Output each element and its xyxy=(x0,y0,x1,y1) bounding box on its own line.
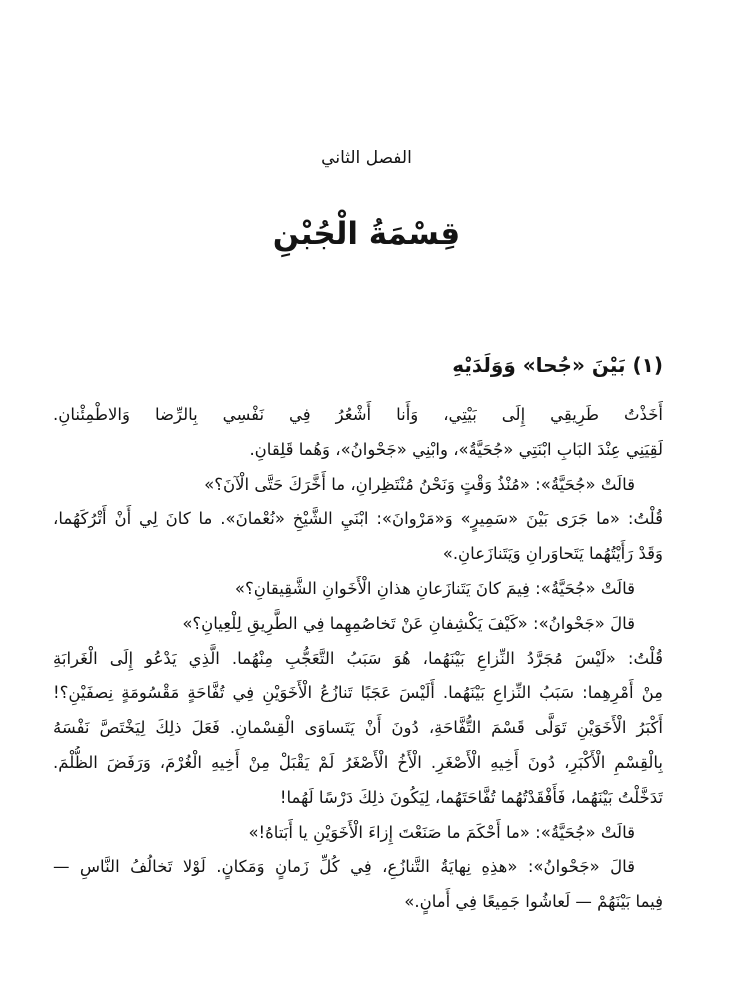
text-line: وَقَدْ رَأَيْتُهُما يَتَحاوَرانِ وَيَتَنازَعانِ.» xyxy=(442,544,663,564)
text-line: قالَ «جَحْوانُ»: «كَيْفَ يَكْشِفانِ عَنْ تَخاصُمِهِما فِي الطَّرِيقِ لِلْعِيانِ؟» xyxy=(182,613,635,633)
text-line: مِنْ أَمْرِهِما: سَبَبُ النِّزاعِ بَيْنَهُما. أَلَيْسَ عَجَبًا تَنازُعُ الْأَخَوَيْنِ فِي تُفَّاحَةٍ مَقْسُومَةٍ نِصفَيْنِ؟! xyxy=(53,683,663,703)
text-line: قالَ «جَحْوانُ»: «هذِهِ نِهايَةُ التَّنازُعِ، فِي كُلِّ زَمانٍ وَمَكانٍ. لَوْلا تَخالُفُ النَّاسِ — xyxy=(53,857,635,877)
text-line: قُلْتُ: «لَيْسَ مُجَرَّدُ النِّزاعِ بَيْنَهُما، هُوَ سَبَبُ التَّعَجُّبِ مِنْهُما. الَّذِي يَدْعُو إِلَى الْغَرابَةِ xyxy=(53,648,663,668)
text-line: قُلْتُ: «ما جَرَى بَيْنَ «سَمِيرٍ» وَ«مَرْوانَ»: ابْنَيِ الشَّيْخِ «نُعْمانَ». ما كانَ لِي أَنْ أَتْرُكَهُما، xyxy=(53,509,663,529)
body-text xyxy=(53,398,663,920)
text-line: لَقِيَنِي عِنْدَ البَابِ ابْنَتِي «جُحَيَّةُ»، وابْنِي «جَحْوانُ»، وَهُما قَلِقانِ. xyxy=(249,439,663,459)
text-line: بِالْقِسْمِ الْأَكْبَرِ، دُونَ أَخِيهِ الْأَصْغَرِ. الْأَخُ الْأَصْغَرُ لَمْ يَقْبَلْ مِنْ أَخِيهِ الْغُرْمَ، وَرَفَضَ الظُّلْمَ. xyxy=(53,752,663,772)
text-line: أَخَذْتُ طَرِيقِي إِلَى بَيْتِي، وَأَنا أَشْعُرُ فِي نَفْسِي بِالرِّضا وَالاطْمِئْنانِ. xyxy=(53,405,663,424)
text-line: قالَتْ «جُحَيَّةُ»: «مُنْذُ وَقْتٍ وَنَحْنُ مُنْتَظِرانِ، ما أَخَّرَكَ حَتَّى الْآنَ؟» xyxy=(204,474,635,494)
text-line: تَدَخَّلْتُ بَيْنَهُما، فَأَفْقَدْتُهُما تُفَّاحَتَهُما، لِيَكُونَ ذلِكَ دَرْسًا لَهُما! xyxy=(279,787,663,807)
chapter-label: الفصل الثاني xyxy=(321,148,412,168)
section-heading: (١) بَيْنَ «جُحا» وَوَلَدَيْهِ xyxy=(452,353,663,377)
text-line: قالَتْ «جُحَيَّةُ»: فِيمَ كانَ يَتَنازَعانِ هذانِ الْأَخَوانِ الشَّقِيقانِ؟» xyxy=(234,578,635,598)
text-line: أَكْبَرُ الْأَخَوَيْنِ تَوَلَّى قَسْمَ التُّفَّاحَةِ، دُونَ أَنْ يَتَساوَى الْقِسْمانِ. فَعَلَ ذلِكَ لِيَخْتَصَّ نَفْسَهُ xyxy=(53,718,663,738)
chapter-title: قِسْمَةُ الْجُبْنِ xyxy=(272,216,461,252)
text-line: فِيما بَيْنَهُمْ — لَعاشُوا جَمِيعًا فِي أَمانٍ.» xyxy=(404,892,663,912)
text-line: قالَتْ «جُحَيَّةُ»: «ما أَحْكَمَ ما صَنَعْتَ إِزاءَ الْأَخَوَيْنِ يا أَبَتاهُ!» xyxy=(248,822,635,842)
